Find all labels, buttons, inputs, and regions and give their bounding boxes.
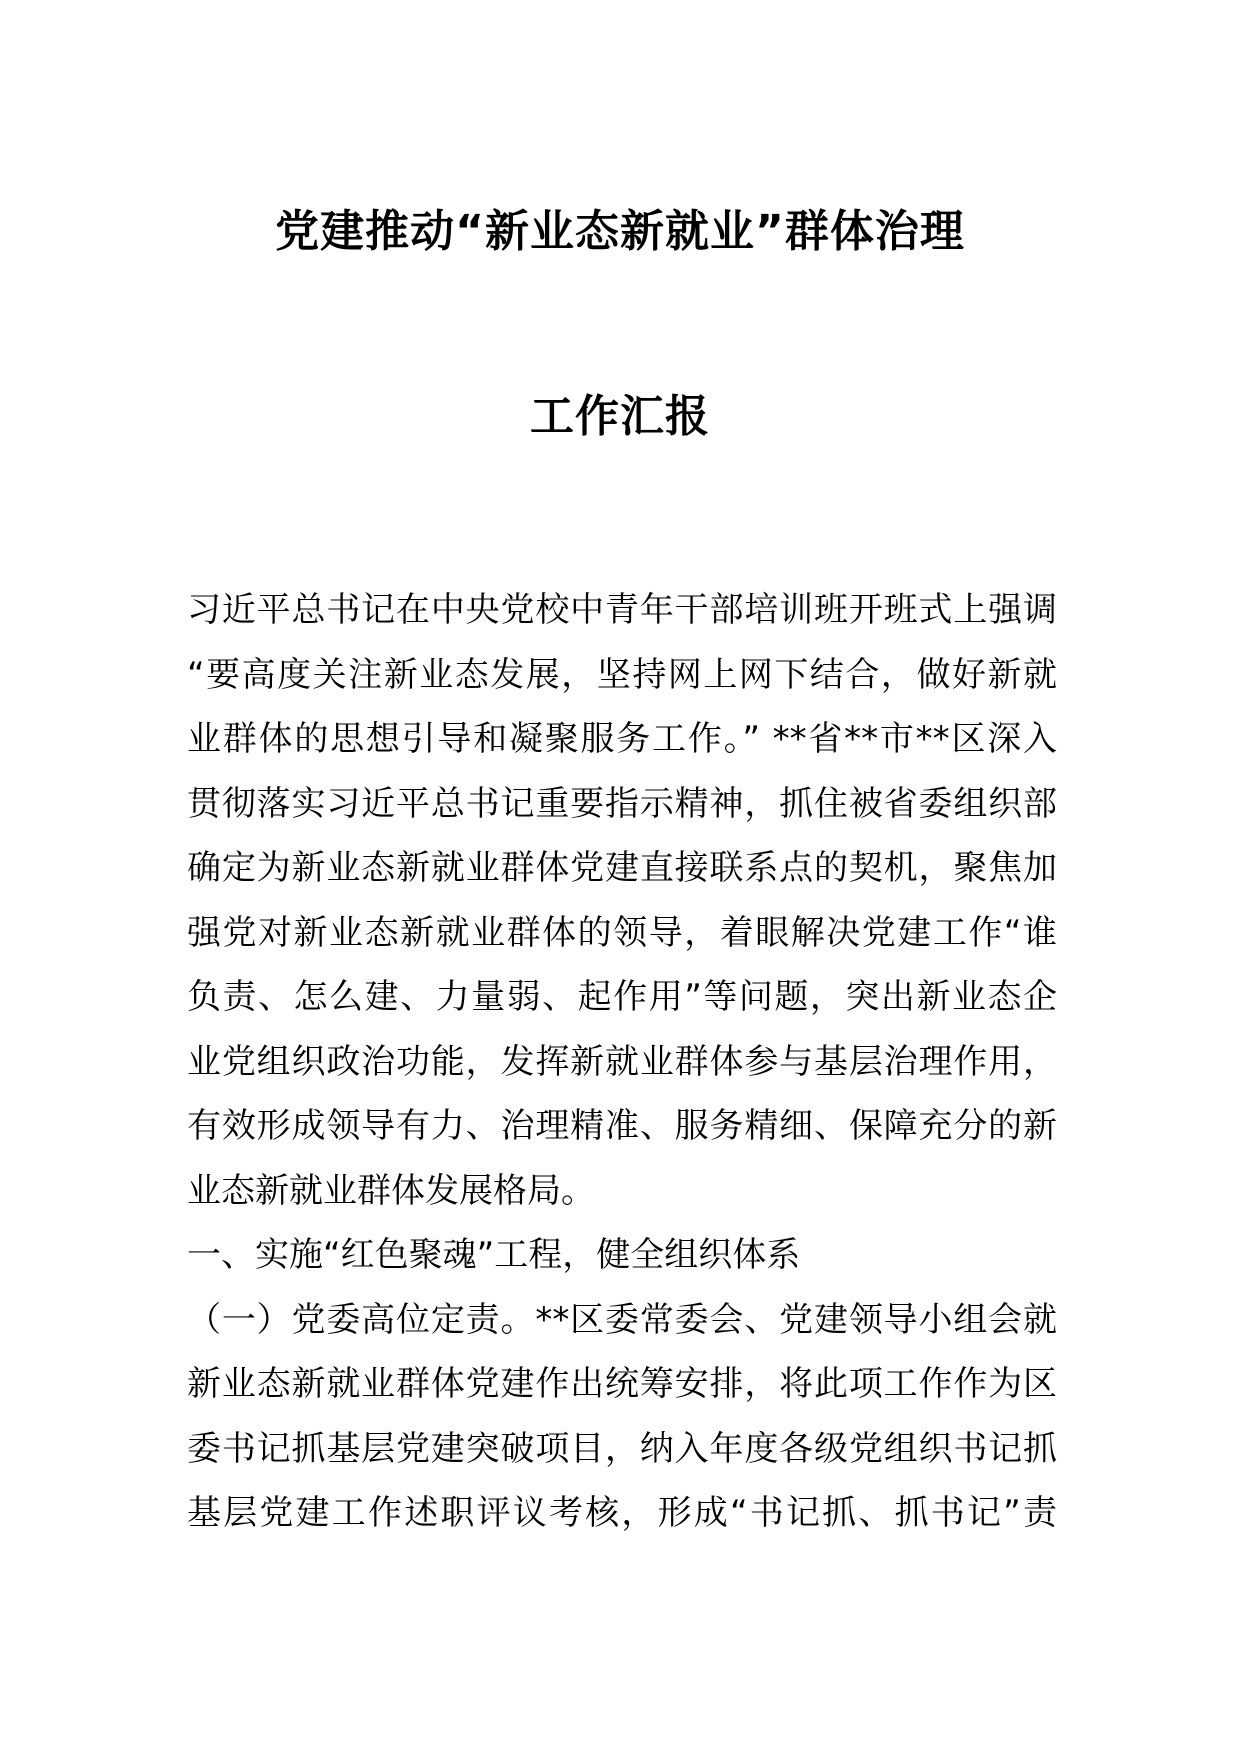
body-line: 业态新就业群体发展格局。 <box>187 1170 595 1211</box>
body-line: “要高度关注新业态发展，坚持网上网下结合，做好新就 <box>187 654 1057 695</box>
section-heading: 一、实施“红色聚魂”工程，健全组织体系 <box>187 1235 801 1275</box>
body-line: 新业态新就业群体党建作出统筹安排，将此项工作作为区 <box>187 1364 1057 1404</box>
body-line: （一）党委高位定责。**区委常委会、党建领导小组会就 <box>187 1299 1057 1340</box>
body-line: 业群体的思想引导和凝聚服务工作。” **省**市**区深入 <box>187 719 1057 759</box>
body-line: 强党对新业态新就业群体的领导，着眼解决党建工作“谁 <box>187 912 1057 953</box>
body-line: 负责、怎么建、力量弱、起作用”等问题，突出新业态企 <box>187 977 1057 1017</box>
document-body <box>187 578 1057 1546</box>
body-line: 有效形成领导有力、治理精准、服务精细、保障充分的新 <box>187 1106 1057 1146</box>
body-line: 习近平总书记在中央党校中青年干部培训班开班式上强调 <box>187 590 1057 630</box>
body-line: 委书记抓基层党建突破项目，纳入年度各级党组织书记抓 <box>187 1428 1057 1469</box>
body-line: 贯彻落实习近平总书记重要指示精神，抓住被省委组织部 <box>187 783 1057 824</box>
body-line: 确定为新业态新就业群体党建直接联系点的契机，聚焦加 <box>187 848 1057 888</box>
document-title-line-1: 党建推动“新业态新就业”群体治理 <box>275 206 965 257</box>
document-title-line-2: 工作汇报 <box>530 391 710 442</box>
body-line: 业党组织政治功能，发挥新就业群体参与基层治理作用， <box>187 1041 1057 1082</box>
body-line: 基层党建工作述职评议考核，形成“书记抓、抓书记”责 <box>187 1493 1057 1533</box>
